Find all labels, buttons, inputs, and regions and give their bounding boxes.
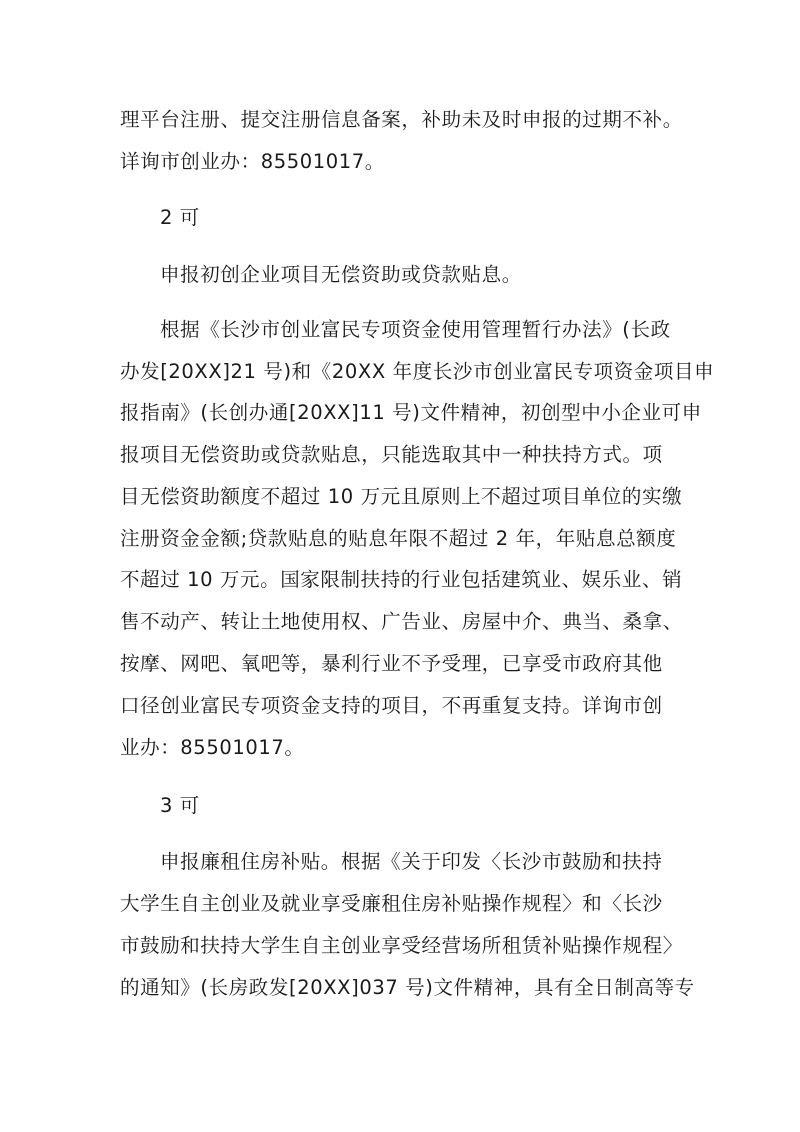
- text-line-2: 详询市创业办：85501017。: [120, 150, 385, 173]
- section-heading-3: 3 可: [160, 794, 200, 817]
- text-line-18: 大学生自主创业及就业享受廉租住房补贴操作规程〉和〈长沙: [120, 892, 663, 915]
- text-line-5: 根据《长沙市创业富民专项资金使用管理暂行办法》(长政: [160, 318, 671, 341]
- text-line-8: 报项目无偿资助或贷款贴息，只能选取其中一种扶持方式。项: [120, 443, 663, 466]
- text-line-10: 注册资金金额;贷款贴息的贴息年限不超过 2 年，年贴息总额度: [120, 527, 677, 550]
- text-line-19: 市鼓励和扶持大学生自主创业享受经营场所租赁补贴操作规程〉: [120, 934, 683, 957]
- text-line-14: 口径创业富民专项资金支持的项目，不再重复支持。详询市创: [120, 694, 663, 717]
- text-line-11: 不超过 10 万元。国家限制扶持的行业包括建筑业、娱乐业、销: [120, 568, 683, 591]
- text-line-15: 业办：85501017。: [120, 736, 305, 759]
- text-line-7: 报指南》(长创办通[20XX]11 号)文件精神，初创型中小企业可申: [120, 401, 702, 424]
- text-line-20: 的通知》(长房政发[20XX]037 号)文件精神，具有全日制高等专: [120, 976, 695, 999]
- text-line-4: 申报初创企业项目无偿资助或贷款贴息。: [160, 263, 522, 286]
- text-line-12: 售不动产、转让土地使用权、广告业、房屋中介、典当、桑拿、: [120, 610, 683, 633]
- text-line-9: 目无偿资助额度不超过 10 万元且原则上不超过项目单位的实缴: [120, 485, 683, 508]
- text-line-17: 申报廉租住房补贴。根据《关于印发〈长沙市鼓励和扶持: [160, 850, 663, 873]
- section-heading-2: 2 可: [160, 206, 200, 229]
- text-line-1: 理平台注册、提交注册信息备案，补助未及时申报的过期不补。: [120, 108, 683, 131]
- text-line-6: 办发[20XX]21 号)和《20XX 年度长沙市创业富民专项资金项目申: [120, 360, 715, 383]
- text-line-13: 按摩、网吧、氧吧等，暴利行业不予受理，已享受市政府其他: [120, 652, 663, 675]
